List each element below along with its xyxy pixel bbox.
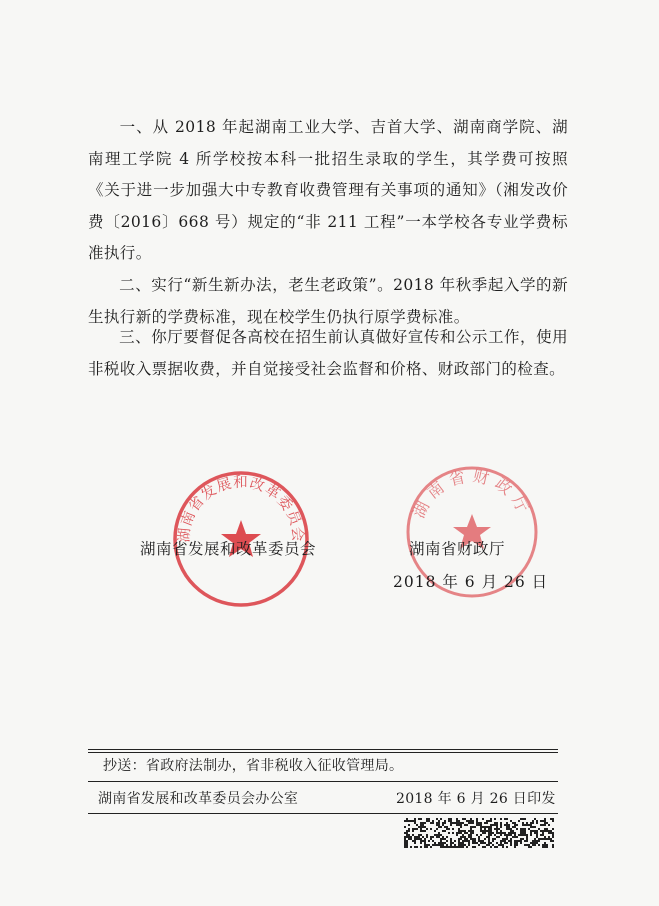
paragraph-3 [88,322,568,385]
divider [88,813,558,814]
print-date: 2018 年 6 月 26 日印发 [396,791,556,807]
svg-text:湖南省发展和改革委员会: 湖南省发展和改革委员会 [176,475,306,544]
paragraph-1 [88,112,568,270]
issue-date: 2018 年 6 月 26 日 [393,573,549,591]
paragraph-1-text: 一、从 2018 年起湖南工业大学、吉首大学、湖南商学院、湖南理工学院 4 所学校按本科一批招生录取的学生，其学费可按照《关于进一步加强大中专教育收费管理有关事项的通知》（湘发改价费〔2016〕668 号）规定的“非 211 工程”一本学校各专业学费标准执行。 [88,118,568,262]
svg-text:湖南省财政厅: 湖南省财政厅 [409,466,535,522]
issuer-ndrc: 湖南省发展和改革委员会 [140,540,317,558]
issuing-office: 湖南省发展和改革委员会办公室 [98,791,299,807]
barcode [404,818,554,848]
paragraph-3-text: 三、你厅要督促各高校在招生前认真做好宣传和公示工作，使用非税收入票据收费，并自觉接受社会监督和价格、财政部门的检查。 [88,328,568,378]
divider [88,752,558,753]
issuer-finance: 湖南省财政厅 [409,540,506,558]
cc-line: 抄送：省政府法制办，省非税收入征收管理局。 [103,758,404,774]
divider [88,749,558,750]
paragraph-2-text: 二、实行“新生新办法，老生老政策”。2018 年秋季起入学的新生执行新的学费标准，现在校学生仍执行原学费标准。 [88,276,568,326]
divider [88,781,558,782]
